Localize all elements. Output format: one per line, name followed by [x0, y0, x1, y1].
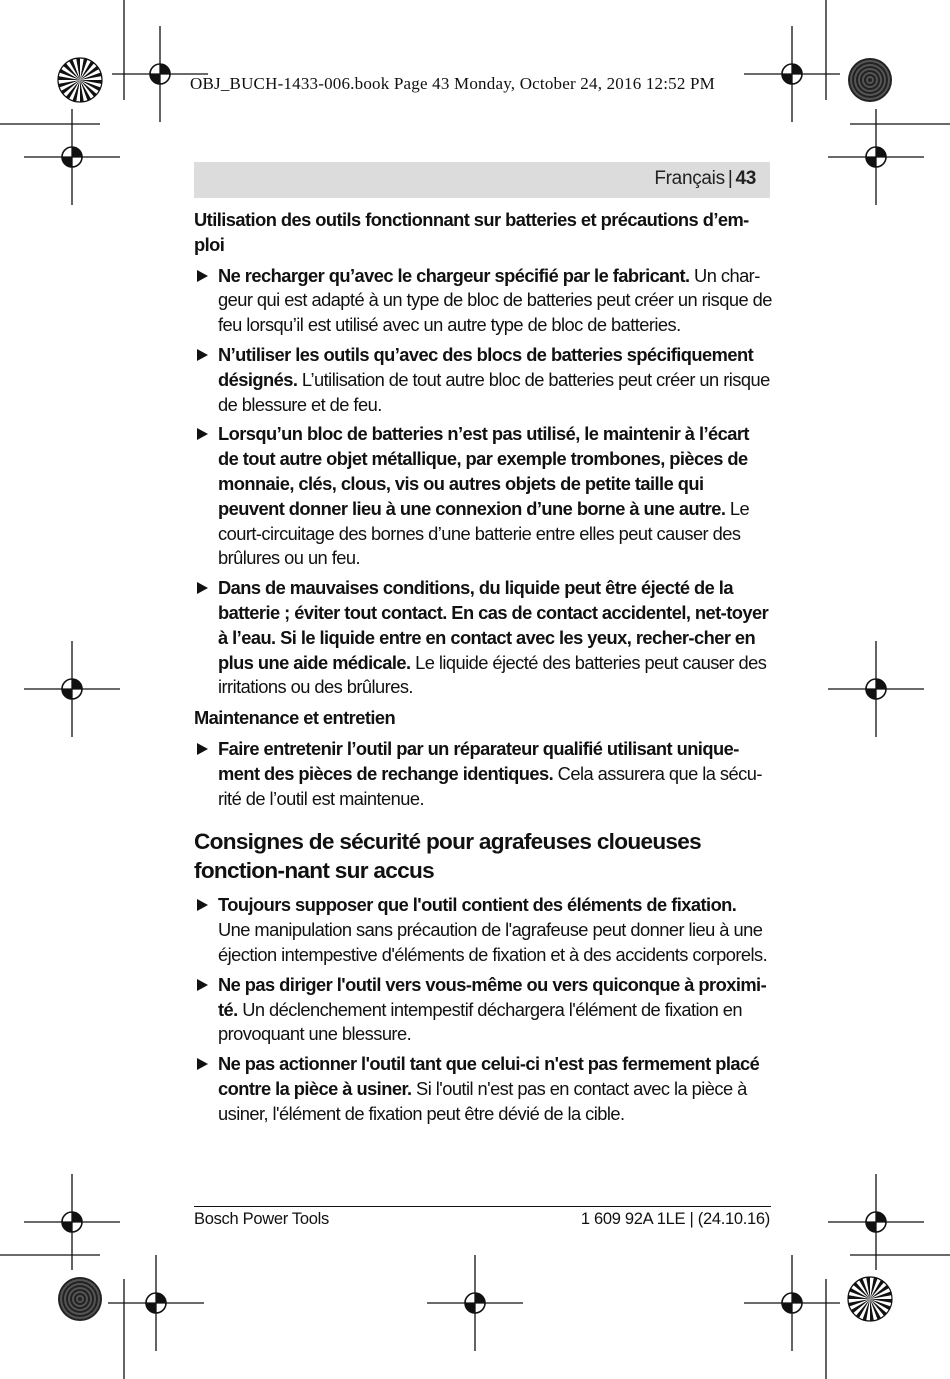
bullet-triangle-icon	[197, 349, 208, 361]
safety-item: Ne recharger qu’avec le chargeur spécifié par le fabricant. Un char-geur qui est adapté à un type de bloc de batteries peut créer un risque de feu lorsqu’il est utilisé avec un autre type de bloc de batteries.	[194, 264, 772, 338]
safety-item: Ne pas actionner l'outil tant que celui-ci n'est pas fermement placé contre la pièce à usiner. Si l'outil n'est pas en contact avec la pièce à usiner, l'élément de fixation peut être dévié de la cible.	[194, 1052, 772, 1126]
safety-item: N’utiliser les outils qu’avec des blocs de batteries spécifiquement désignés. L’utilisation de tout autre bloc de batteries peut créer un risque de blessure et de feu.	[194, 343, 772, 417]
safety-item: Ne pas diriger l'outil vers vous-même ou vers quiconque à proximi-té. Un déclenchement intempestif déchargera l'élément de fixation en provoquant une blessure.	[194, 973, 772, 1047]
header-text: Français | 43	[654, 168, 756, 189]
safety-item: Faire entretenir l’outil par un réparateur qualifié utilisant unique-ment des pièces de rechange identiques. Cela assurera que la sécu-rité de l’outil est maintenue.	[194, 737, 772, 811]
section-heading-maintenance: Maintenance et entretien	[194, 707, 396, 729]
bullet-triangle-icon	[197, 428, 208, 440]
bullet-triangle-icon	[197, 743, 208, 755]
bullet-triangle-icon	[197, 582, 208, 594]
registration-crosshair-icon	[24, 641, 120, 737]
document-slug-line: OBJ_BUCH-1433-006.book Page 43 Monday, October 24, 2016 12:52 PM	[190, 74, 715, 93]
registration-crosshair-icon	[108, 1255, 204, 1351]
bullet-triangle-icon	[197, 899, 208, 911]
safety-item: Lorsqu’un bloc de batteries n’est pas utilisé, le maintenir à l’écart de tout autre objet métallique, par exemple trombones, pièces de monnaie, clés, clous, vis ou autres objets de petite taille qui peuvent donner lieu à une connexion d’une borne à une autre. Le court-circuitage des bornes d’une batterie entre elles peut causer des brûlures ou un feu.	[194, 422, 772, 571]
header-page-number: 43	[735, 168, 756, 189]
section-heading-batteries: Utilisation des outils fonctionnant sur batteries et précautions d’em-ploi	[194, 209, 749, 255]
bullet-triangle-icon	[197, 979, 208, 991]
section-heading-stapler-safety: Consignes de sécurité pour agrafeuses cloueuses fonction-nant sur accus	[194, 829, 702, 883]
registration-star-icon	[58, 58, 102, 102]
registration-star-icon	[848, 1277, 892, 1321]
registration-dot-icon	[848, 58, 892, 102]
header-language: Français	[654, 168, 725, 189]
bullet-triangle-icon	[197, 1058, 208, 1070]
footer-document-code: 1 609 92A 1LE | (24.10.16)	[580, 1210, 770, 1228]
registration-dot-icon	[58, 1277, 102, 1321]
page-content	[194, 208, 772, 1132]
footer-rule	[194, 1206, 771, 1207]
page-header	[194, 162, 770, 198]
bullet-triangle-icon	[197, 270, 208, 282]
safety-item: Toujours supposer que l'outil contient des éléments de fixation. Une manipulation sans précaution de l'agrafeuse peut donner lieu à une éjection intempestive d'éléments de fixation et à des accidents corporels.	[194, 893, 772, 967]
safety-item: Dans de mauvaises conditions, du liquide peut être éjecté de la batterie ; éviter tout contact. En cas de contact accidentel, net-toyer à l’eau. Si le liquide entre en contact avec les yeux, recher-cher en plus une aide médicale. Le liquide éjecté des batteries peut causer des irritations ou des brûlures.	[194, 576, 772, 700]
footer-publisher: Bosch Power Tools	[194, 1210, 329, 1228]
registration-crosshair-icon	[427, 1255, 523, 1351]
registration-crosshair-icon	[828, 641, 924, 737]
